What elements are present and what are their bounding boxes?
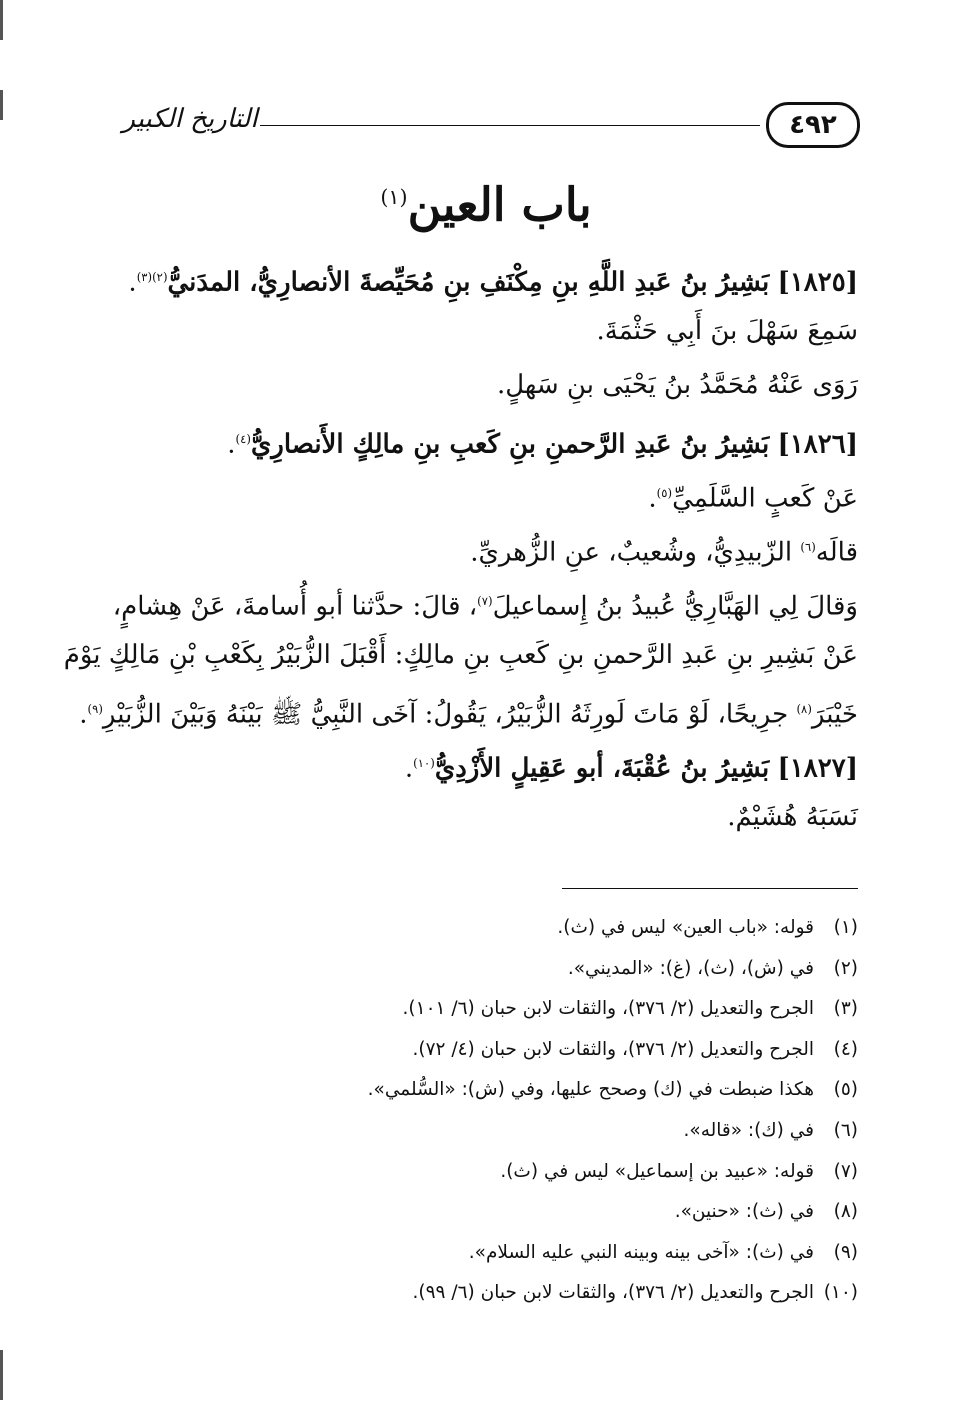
- footnotes: [118, 908, 858, 1314]
- footnote-text: في (ك): «قاله».: [683, 1119, 814, 1141]
- page-number: ٤٩٢: [766, 102, 860, 148]
- footnote-separator: [562, 888, 858, 889]
- text-line: نَسَبَهُ هُشَيْمٌ.: [727, 802, 858, 832]
- footnote-number: (٣): [833, 998, 858, 1020]
- footnote: [118, 908, 858, 949]
- footnote-text: قوله: «عبيد بن إسماعيل» ليس في (ث).: [500, 1160, 814, 1182]
- text-line: خَيْبَرَ$^{(٨)}$ جرِيحًا، لَوْ مَاتَ لَورِثَهُ الزُّبَيْرُ، يَقُولُ: آخَى النَّبِيُّ ﷺ بَيْنَهُ وَبَيْنَ الزُّبَيْرِ$^{(٩)}$.: [79, 699, 858, 730]
- footnote-ref: (٩): [87, 702, 103, 716]
- footnote-text: في (ث): «آخى بينه وبينه النبي عليه السلام».: [468, 1241, 814, 1263]
- footnote-ref: (٤): [235, 432, 251, 446]
- footnote-text: في (ث): «حنين».: [674, 1201, 814, 1223]
- text-span: وَقالَ لِي الهَبَّارِيُّ عُبيدُ بنُ إِسماعيلَ: [492, 591, 858, 622]
- entry-1825: [١٨٢٥] بَشِيرُ بنُ عَبدِ اللَّهِ بنِ مِكْنَفِ بنِ مُحَيِّصةَ الأنصارِيُّ، المدَنيُّ$^{(٢)(٣)}$.: [128, 267, 858, 298]
- chapter-title: [0, 162, 972, 239]
- text-line: [118, 520, 858, 574]
- footnote-number: (٢): [833, 957, 858, 979]
- text-line: عَنْ بَشِيرِ بنِ عَبدِ الرَّحمنِ بنِ كَعبِ بنِ مالِكٍ: أَقْبَلَ الزُّبَيْرُ بِكَعْبِ بْنِ مَالِكٍ يَوْمَ: [63, 640, 858, 670]
- chapter-title-text: باب العين: [407, 177, 592, 232]
- footnote-number: (٦): [833, 1119, 858, 1141]
- footnote-ref: (٧): [477, 594, 493, 608]
- footnote: [118, 1030, 858, 1071]
- entry-1827: [١٨٢٧] بَشِيرُ بنُ عُقْبَةَ، أبو عَقِيلٍ الأَزْدِيُّ$^{(١٠)}$.: [404, 753, 858, 784]
- header-rule: [260, 125, 760, 126]
- footnote-text: الجرح والتعديل (٢/ ٣٧٦)، والثقات لابن حبان (٦/ ٩٩).: [412, 1282, 814, 1304]
- footnote-text: الجرح والتعديل (٢/ ٣٧٦)، والثقات لابن حبان (٦/ ١٠١).: [402, 998, 814, 1020]
- footnote-text: قوله: «باب العين» ليس في (ث).: [557, 917, 814, 938]
- entry-number: [١٨٢٧]: [777, 753, 858, 784]
- footnote-number: (٥): [833, 1079, 858, 1101]
- footnote: [118, 1070, 858, 1111]
- footnote-number: (١٠): [823, 1282, 858, 1304]
- footnote: [118, 1273, 858, 1314]
- footnote: [118, 1192, 858, 1233]
- footnote-number: (٨): [833, 1201, 858, 1223]
- page-header: [120, 100, 860, 150]
- footnote-number: (١): [833, 917, 858, 938]
- text-span: عَنْ كَعبٍ السَّلَمِيِّ: [672, 483, 858, 514]
- footnote: [118, 1233, 858, 1274]
- text-span: خَيْبَرَ: [811, 699, 858, 730]
- footnote: [118, 1111, 858, 1152]
- main-text: [63, 250, 858, 844]
- text-line: [112, 574, 858, 628]
- footnote: [118, 949, 858, 990]
- footnote-number: (٤): [833, 1038, 858, 1060]
- text-span: جرِيحًا، لَوْ مَاتَ لَورِثَهُ الزُّبَيْرُ، يَقُولُ: آخَى النَّبِيُّ ﷺ بَيْنَهُ وَبَيْنَ الزُّبَيْرِ: [102, 699, 797, 730]
- entry-name: بَشِيرُ بنُ عَبدِ الرَّحمنِ بنِ كَعبِ بنِ مالِكٍ الأَنصارِيُّ: [250, 429, 770, 460]
- footnote-number: (٧): [833, 1160, 858, 1182]
- footnote-ref: (١٠): [413, 756, 435, 770]
- footnote: [118, 989, 858, 1030]
- text-line: رَوَى عَنْهُ مُحَمَّدُ بنُ يَحْيَى بنِ سَهلٍ.: [496, 370, 858, 400]
- text-span: ، قالَ: حدَّثنا أبو أُسامةَ، عَنْ هِشامٍ،: [112, 591, 478, 622]
- entry-number: [١٨٢٥]: [777, 267, 858, 298]
- scan-edge-mark: [0, 1350, 3, 1400]
- footnote-number: (٩): [833, 1241, 858, 1263]
- text-line: عَنْ كَعبٍ السَّلَمِيِّ$^{(٥)}$.: [648, 483, 858, 514]
- entry-1826: [١٨٢٦] بَشِيرُ بنُ عَبدِ الرَّحمنِ بنِ كَعبِ بنِ مالِكٍ الأَنصارِيُّ$^{(٤)}$.: [227, 429, 858, 460]
- footnote-text: هكذا ضبطت في (ك) وصحح عليها، وفي (ش): «السُّلمي».: [367, 1079, 814, 1101]
- footnote-text: في (ش)، (ث)، (غ): «المديني».: [567, 957, 814, 979]
- footnote-text: الجرح والتعديل (٢/ ٣٧٦)، والثقات لابن حبان (٤/ ٧٢).: [412, 1038, 814, 1060]
- scan-edge-mark: [0, 0, 3, 40]
- entry-name: بَشِيرُ بنُ عُقْبَةَ، أبو عَقِيلٍ الأَزْدِيُّ: [434, 753, 770, 784]
- entry-number: [١٨٢٦]: [777, 429, 858, 460]
- footnote-ref: (١): [380, 185, 408, 209]
- running-title: التاريخ الكبير: [122, 104, 258, 134]
- footnote-ref: (٢)(٣): [136, 270, 168, 284]
- scan-edge-mark: [0, 90, 3, 120]
- entry-name: بَشِيرُ بنُ عَبدِ اللَّهِ بنِ مِكْنَفِ بنِ مُحَيِّصةَ الأنصارِيُّ، المدَنيُّ: [167, 267, 770, 298]
- footnote-ref: (٨): [796, 702, 812, 716]
- footnote-ref: (٥): [656, 486, 673, 500]
- footnote-ref: (٦): [800, 540, 816, 554]
- footnote: [118, 1152, 858, 1193]
- text-span: الزّبيدِيُّ، وشُعيبٌ، عنِ الزُّهريِّ.: [470, 537, 801, 568]
- text-span: قالَه: [815, 537, 858, 568]
- text-line: سَمِعَ سَهْلَ بنَ أَبِي حَثْمَةَ.: [596, 316, 858, 346]
